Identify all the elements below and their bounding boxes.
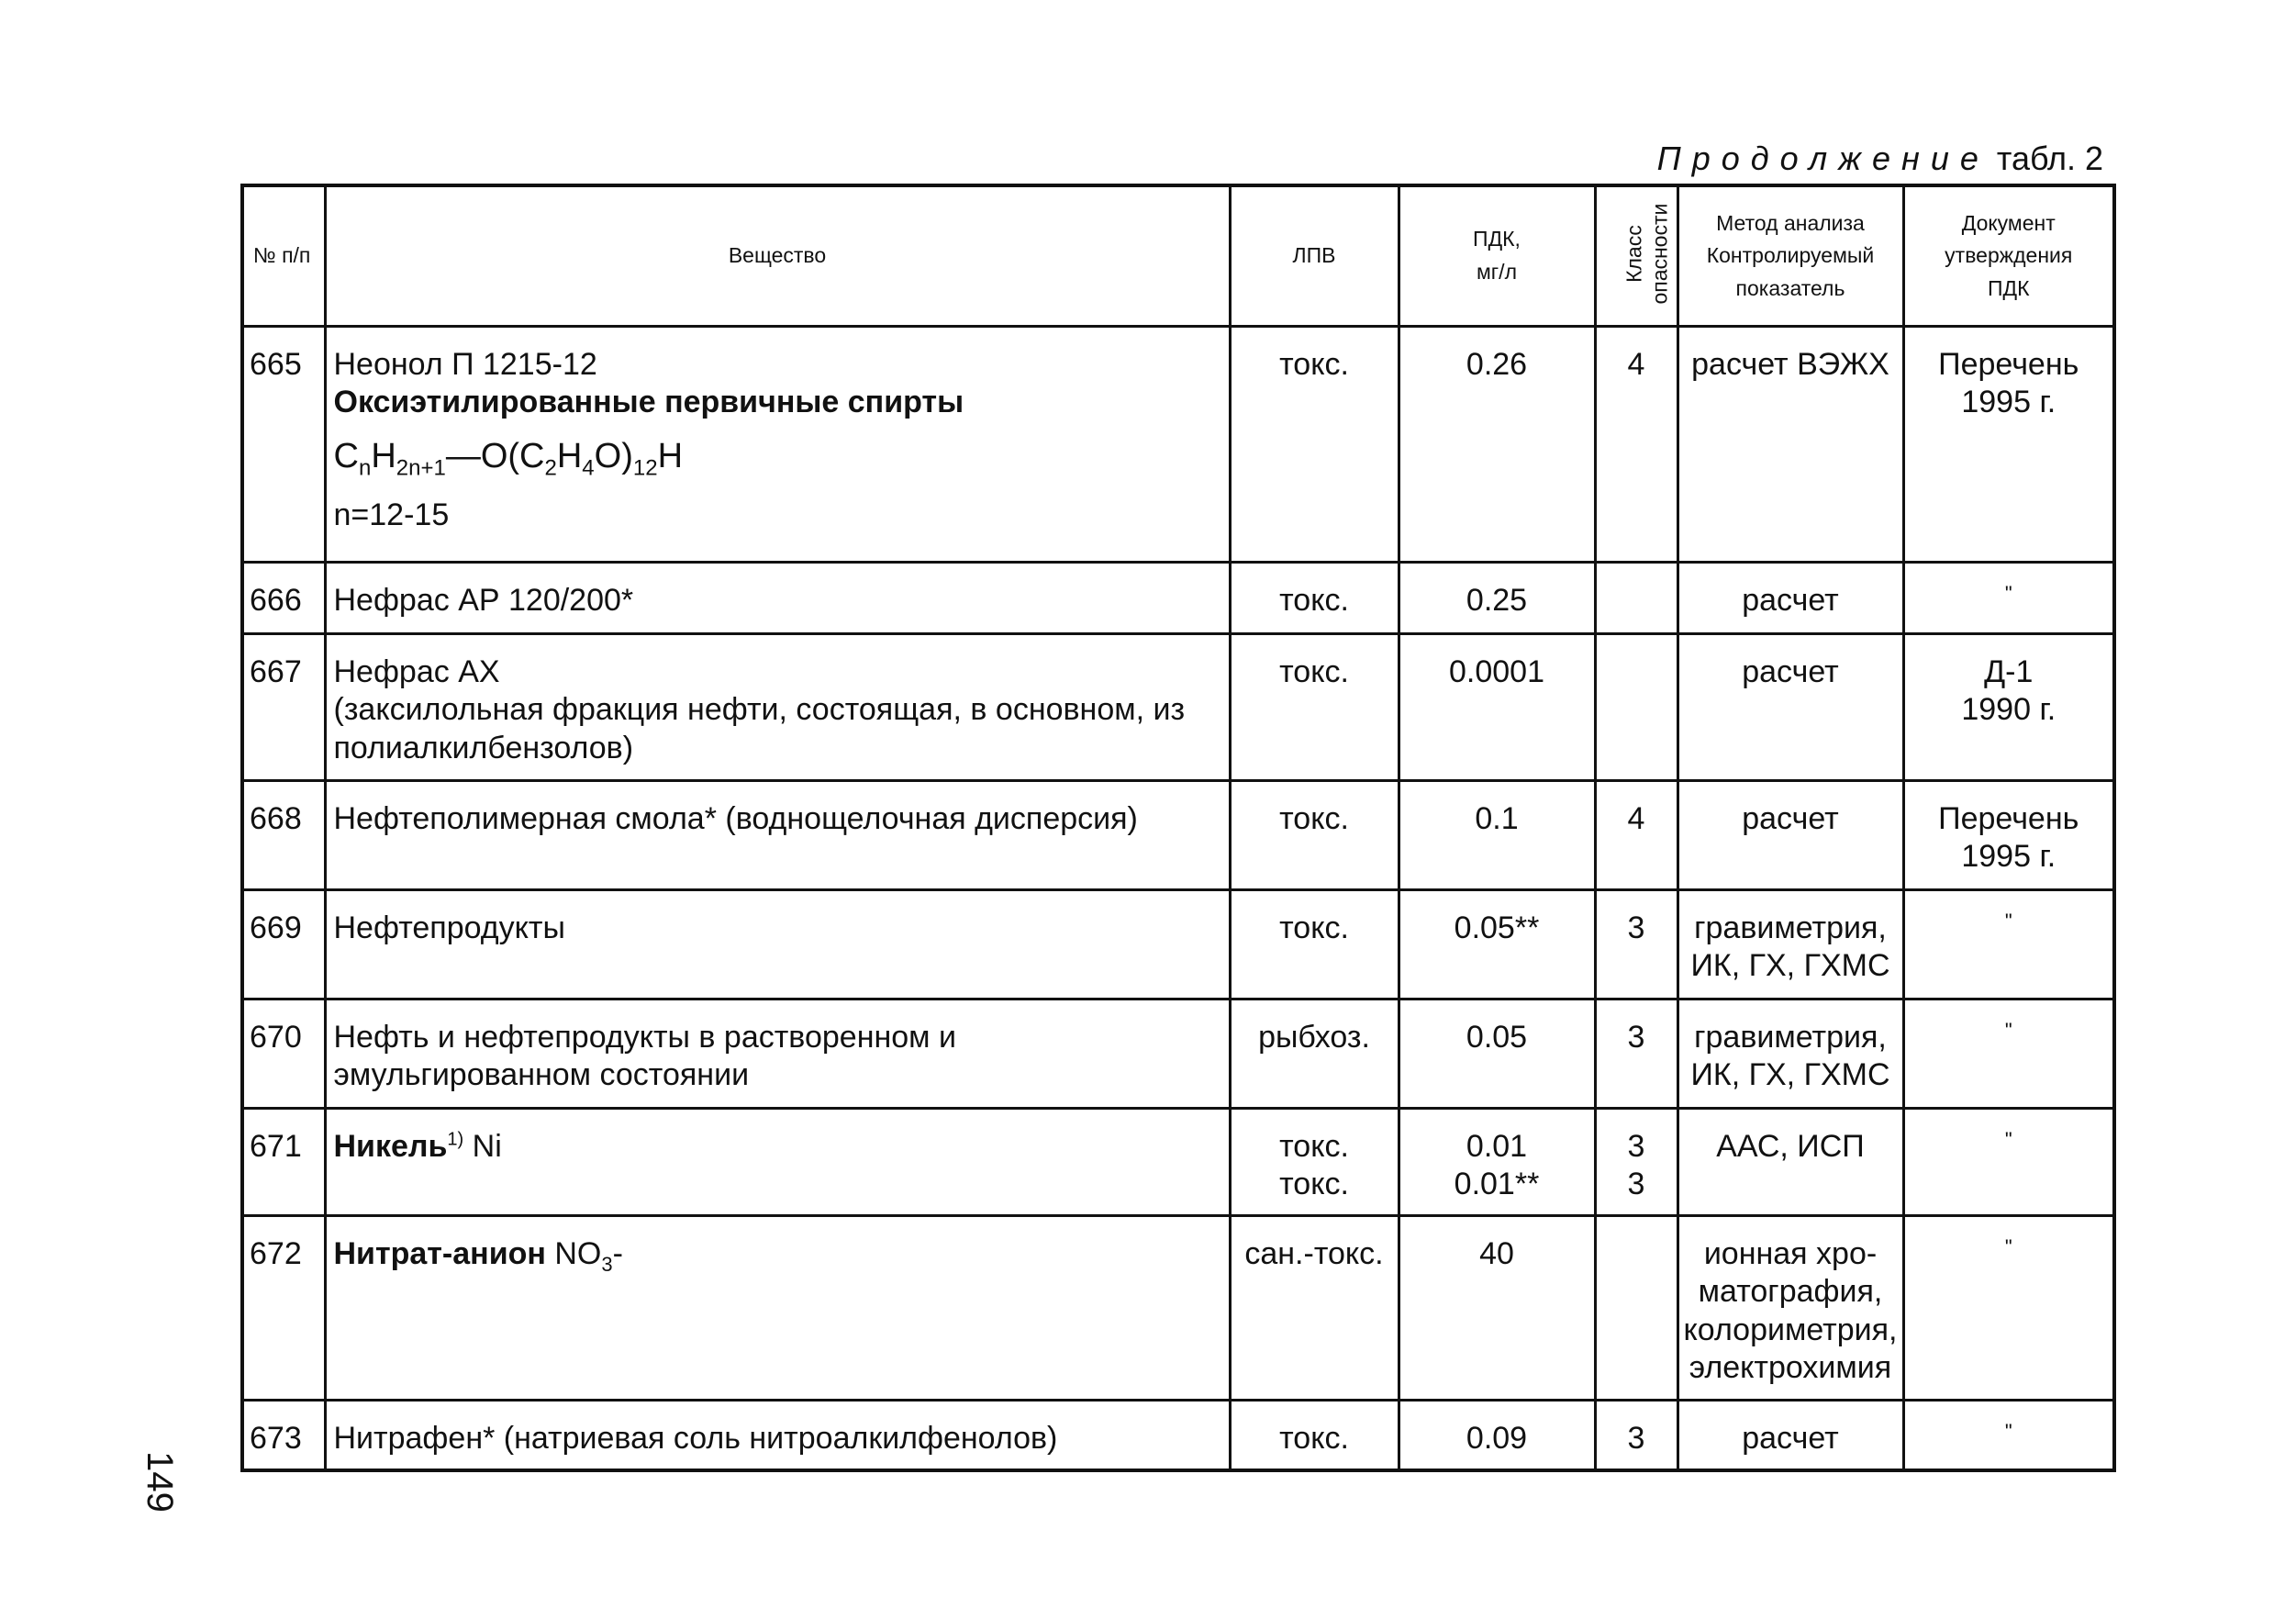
document-cell [1903,890,2114,1000]
header-doc-line2: утверждения [1945,243,2073,268]
method-cell: расчет [1677,634,1903,781]
table-row [242,1109,2114,1216]
header-doc-line1: Документ [1961,210,2056,235]
row-number: 672 [242,1216,325,1401]
substance-name: Неонол П 1215-12 [333,347,597,382]
substance-name: Нефтепродукты [325,890,1230,1000]
header-method-line2: Контролируемый [1706,243,1875,268]
table-row [242,1000,2114,1109]
row-number: 671 [242,1109,325,1216]
carbon-range: n=12-15 [333,497,450,532]
hazard-class-cell: 3 3 [1595,1109,1677,1216]
table-row [242,1216,2114,1401]
pdk-cell: 0.01 0.01** [1399,1109,1595,1216]
document-cell: Перечень 1995 г. [1903,327,2114,563]
substance-name: Нефтеполимерная смола* (воднощелочная дисперсия) [325,781,1230,890]
pdk-cell: 0.26 [1399,327,1595,563]
substance-cell [325,327,1230,563]
method-cell: гравиметрия, ИК, ГХ, ГХМС [1677,890,1903,1000]
header-method-line1: Метод анализа [1716,210,1865,235]
page-number: 149 [139,1451,180,1513]
pdk-table [240,184,2116,1472]
table-reference: табл. 2 [1996,140,2103,177]
lpv-cell: сан.-токс. [1230,1216,1399,1401]
pdk-cell: 0.1 [1399,781,1595,890]
row-number: 666 [242,563,325,634]
pdk-cell: 0.05 [1399,1000,1595,1109]
header-pdk-line2: мг/л [1476,260,1517,284]
ion-formula: NO [545,1236,602,1271]
substance-bold-name: Никель [333,1129,448,1164]
header-pdk-line1: ПДК, [1473,227,1521,251]
substance-note-line2: полиалкилбензолов) [333,730,634,765]
method-cell: ААС, ИСП [1677,1109,1903,1216]
header-doc-line3: ПДК [1987,275,2030,300]
ditto-mark: " [2004,1128,2012,1151]
method-cell: расчет [1677,781,1903,890]
document-cell [1903,1000,2114,1109]
hazard-class-cell: 3 [1595,1000,1677,1109]
header-substance: Вещество [325,185,1230,327]
hazard-class-cell: 4 [1595,327,1677,563]
header-method-line3: показатель [1735,275,1845,300]
lpv-cell: рыбхоз. [1230,1000,1399,1109]
lpv-cell: токс. [1230,890,1399,1000]
substance-note-line1: (заксилольная фракция нефти, состоящая, в основном, из [333,692,1186,728]
ditto-mark: " [2004,1235,2012,1258]
row-number: 667 [242,634,325,781]
table-row [242,1401,2114,1470]
header-hazard-class [1595,185,1677,327]
hazard-class-cell: 3 [1595,1401,1677,1470]
method-cell: ионная хро- матография, колориметрия, электрохимия [1677,1216,1903,1401]
method-cell: гравиметрия, ИК, ГХ, ГХМС [1677,1000,1903,1109]
row-number: 673 [242,1401,325,1470]
ion-subscript: 3 [601,1252,613,1276]
substance-name: Нефрас АР 120/200* [325,563,1230,634]
hazard-class-cell [1595,1216,1677,1401]
table-row [242,563,2114,634]
document-cell: Перечень 1995 г. [1903,781,2114,890]
header-method [1677,185,1903,327]
lpv-cell: токс. [1230,1401,1399,1470]
table-row [242,781,2114,890]
substance-name: Нитрафен* (натриевая соль нитроалкилфенолов) [325,1401,1230,1470]
table-row [242,890,2114,1000]
ditto-mark: " [2004,1420,2012,1443]
continuation-label: Продолжение [1656,140,1989,177]
header-document [1903,185,2114,327]
document-cell [1903,1216,2114,1401]
hazard-class-cell: 4 [1595,781,1677,890]
ion-charge: - [612,1236,623,1271]
substance-name-line1: Нефть и нефтепродукты в растворенном и [333,1020,956,1055]
document-cell [1903,1401,2114,1470]
table-row [242,634,2114,781]
ditto-mark: " [2004,582,2012,605]
lpv-cell: токс. [1230,563,1399,634]
header-class-line2: опасности [1646,204,1671,305]
hazard-class-cell [1595,563,1677,634]
method-cell: расчет [1677,563,1903,634]
substance-cell [325,1109,1230,1216]
substance-cell [325,634,1230,781]
table-caption [1657,140,2103,178]
substance-name: Нефрас АХ [333,654,500,689]
hazard-class-cell: 3 [1595,890,1677,1000]
ditto-mark: " [2004,1019,2012,1042]
header-lpv: ЛПВ [1230,185,1399,327]
document-cell [1903,1109,2114,1216]
substance-name-line2: эмульгированном состоянии [333,1057,750,1093]
chemical-formula: $C_nH_{2n+1}—O(C_2H_4O)_{12}H$ [333,436,684,481]
row-number: 668 [242,781,325,890]
lpv-cell: токс. [1230,781,1399,890]
pdk-cell: 0.25 [1399,563,1595,634]
row-number: 669 [242,890,325,1000]
substance-bold-name: Оксиэтилированные первичные спирты [333,385,964,420]
lpv-cell: токс. [1230,634,1399,781]
footnote-marker: 1) [447,1129,464,1150]
substance-cell [325,1216,1230,1401]
header-number: № п/п [242,185,325,327]
header-pdk [1399,185,1595,327]
method-cell: расчет ВЭЖХ [1677,327,1903,563]
row-number: 665 [242,327,325,563]
header-hazard-class-vertical [1622,204,1672,305]
pdk-cell: 0.09 [1399,1401,1595,1470]
pdk-cell: 0.0001 [1399,634,1595,781]
document-cell: Д-1 1990 г. [1903,634,2114,781]
header-class-line1: Класс [1621,225,1645,284]
pdk-cell: 0.05** [1399,890,1595,1000]
substance-cell [325,1000,1230,1109]
row-number: 670 [242,1000,325,1109]
element-symbol: Ni [463,1129,502,1164]
hazard-class-cell [1595,634,1677,781]
lpv-cell: токс. [1230,327,1399,563]
table-row [242,327,2114,563]
ditto-mark: " [2004,910,2012,933]
lpv-cell: токс. токс. [1230,1109,1399,1216]
substance-bold-name: Нитрат-анион [333,1236,546,1271]
method-cell: расчет [1677,1401,1903,1470]
header-row [242,185,2114,327]
document-cell [1903,563,2114,634]
pdk-cell: 40 [1399,1216,1595,1401]
